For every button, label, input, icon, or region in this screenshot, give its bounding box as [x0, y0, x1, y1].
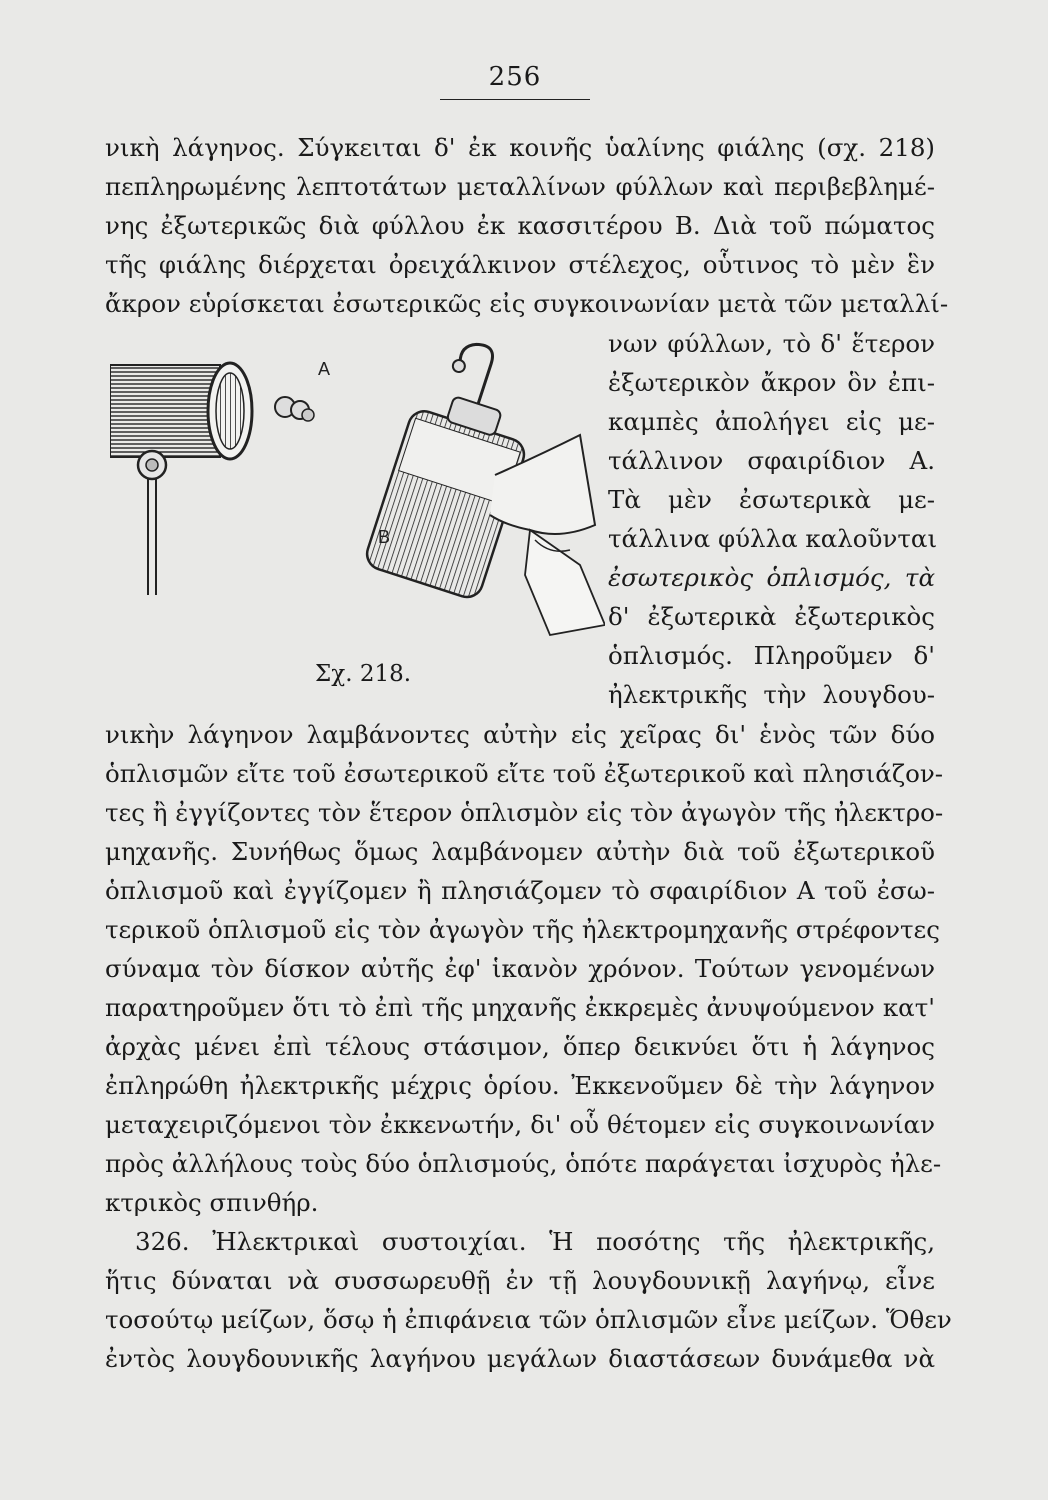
text-line: σύναμα τὸν δίσκον αὐτῆς ἐφ' ἱκανὸν χρόνον. Τούτων γενομένων	[105, 954, 935, 983]
figure-caption: Σχ. 218.	[315, 661, 412, 687]
text-line: πρὸς ἀλλήλους τοὺς δύο ὁπλισμούς, ὁπότε παράγεται ἰσχυρὸς ἠλε-	[105, 1149, 942, 1178]
text-line: ἐντὸς λουγδουνικῆς λαγήνου μεγάλων διαστάσεων δυνάμεθα νὰ	[105, 1344, 935, 1373]
label-b: B	[378, 527, 391, 547]
text-line: ὁπλισμοῦ καὶ ἐγγίζομεν ἢ πλησιάζομεν τὸ σφαιρίδιον Α τοῦ ἐσω-	[105, 876, 935, 905]
text-line: ἄκρον εὑρίσκεται ἐσωτερικῶς εἰς συγκοινωνίαν μετὰ τῶν μεταλλί-	[105, 289, 949, 318]
page-number: 256	[488, 62, 542, 92]
text-line: παρατηροῦμεν ὅτι τὸ ἐπὶ τῆς μηχανῆς ἐκκρεμὲς ἀνυψούμενον κατ'	[105, 993, 935, 1022]
support-stand	[138, 451, 166, 595]
page-rule	[440, 99, 590, 100]
text-line: νικὴ λάγηνος. Σύγκειται δ' ἐκ κοινῆς ὑαλίνης φιάλης (σχ. 218)	[105, 133, 935, 162]
text-line: μηχανῆς. Συνήθως ὅμως λαμβάνομεν αὐτὴν διὰ τοῦ ἐξωτερικοῦ	[105, 837, 935, 866]
text-line: ἠλεκτρικῆς τὴν λουγδου-	[608, 680, 935, 709]
text-line: ἐξωτερικὸν ἄκρον ὃν ἐπι-	[608, 368, 935, 397]
text-line: ἐσωτερικὸς ὁπλισμός, τὰ	[608, 563, 935, 592]
leyden-jar-figure	[110, 335, 605, 655]
text-line: νικὴν λάγηνον λαμβάνοντες αὐτὴν εἰς χεῖρας δι' ἑνὸς τῶν δύο	[105, 720, 935, 749]
text-line: ἐπληρώθη ἠλεκτρικῆς μέχρις ὁρίου. Ἐκκενοῦμεν δὲ τὴν λάγηνον	[105, 1071, 935, 1100]
section-heading-line: 326. Ἠλεκτρικαὶ συστοιχίαι. Ἡ ποσότης τῆς ἠλεκτρικῆς,	[135, 1227, 935, 1256]
text-line: δ' ἐξωτερικὰ ἐξωτερικὸς	[608, 602, 935, 631]
text-line: τοσούτῳ μείζων, ὅσῳ ἡ ἐπιφάνεια τῶν ὁπλισμῶν εἶνε μείζων. Ὅθεν	[105, 1305, 952, 1334]
text-line: ἀρχὰς μένει ἐπὶ τέλους στάσιμον, ὅπερ δεικνύει ὅτι ἡ λάγηνος	[105, 1032, 935, 1061]
text-line: ὁπλισμός. Πληροῦμεν δ'	[608, 641, 935, 670]
text-line: κτρικὸς σπινθήρ.	[105, 1188, 319, 1217]
text-line: μεταχειριζόμενοι τὸν ἐκκενωτήν, δι' οὗ θέτομεν εἰς συγκοινωνίαν	[105, 1110, 935, 1139]
conductor-cylinder	[110, 363, 314, 459]
text-line: νων φύλλων, τὸ δ' ἕτερον	[608, 329, 935, 358]
text-line: τάλλινον σφαιρίδιον Α.	[608, 446, 935, 475]
text-line: τάλλινα φύλλα καλοῦνται	[608, 524, 938, 553]
text-line: πεπληρωμένης λεπτοτάτων μεταλλίνων φύλλων καὶ περιβεβλημέ-	[105, 172, 935, 201]
text-line: τες ἢ ἐγγίζοντες τὸν ἕτερον ὁπλισμὸν εἰς τὸν ἀγωγὸν τῆς ἠλεκτρο-	[105, 798, 944, 827]
text-line: τῆς φιάλης διέρχεται ὀρειχάλκινον στέλεχος, οὗτινος τὸ μὲν ἓν	[105, 250, 935, 279]
text-line: Τὰ μὲν ἐσωτερικὰ με-	[608, 485, 935, 514]
text-line: ἥτις δύναται νὰ συσσωρευθῇ ἐν τῇ λουγδουνικῇ λαγήνῳ, εἶνε	[105, 1266, 935, 1295]
text-line: νης ἐξωτερικῶς διὰ φύλλου ἐκ κασσιτέρου Β. Διὰ τοῦ πώματος	[105, 211, 935, 240]
text-line: ὁπλισμῶν εἴτε τοῦ ἐσωτερικοῦ εἴτε τοῦ ἐξωτερικοῦ καὶ πλησιάζον-	[105, 759, 944, 788]
text-line: τερικοῦ ὁπλισμοῦ εἰς τὸν ἀγωγὸν τῆς ἠλεκτρομηχανῆς στρέφοντες	[105, 915, 940, 944]
label-a: A	[318, 359, 331, 379]
text-line: καμπὲς ἀπολήγει εἰς με-	[608, 407, 935, 436]
